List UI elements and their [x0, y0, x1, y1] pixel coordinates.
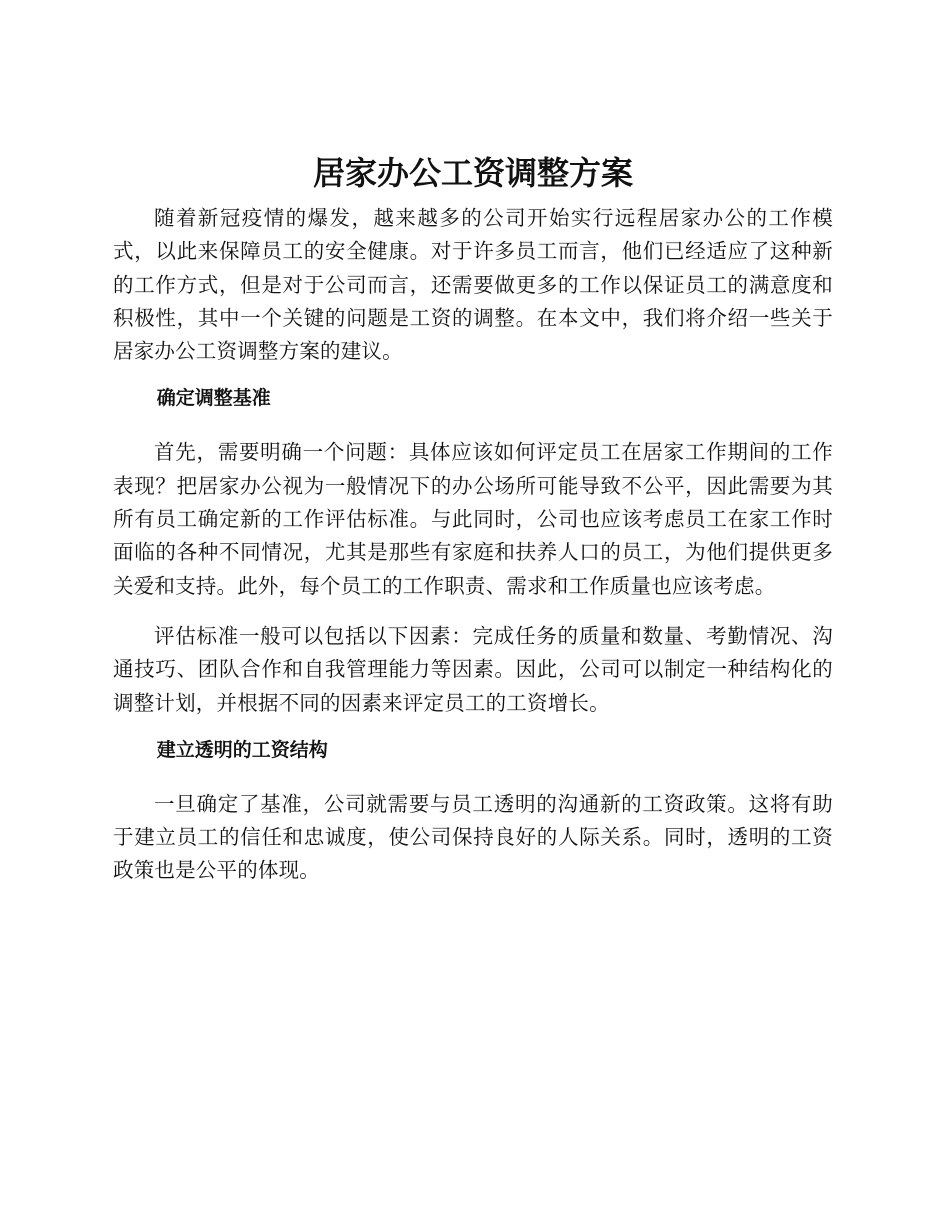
- criteria-paragraph: 评估标准一般可以包括以下因素：完成任务的质量和数量、考勤情况、沟通技巧、团队合作和自我管理能力等因素。因此，公司可以制定一种结构化的调整计划，并根据不同的因素来评定员工的工资增长。: [113, 623, 833, 715]
- document-title: 居家办公工资调整方案: [312, 154, 633, 192]
- transparency-paragraph: 一旦确定了基准，公司就需要与员工透明的沟通新的工资政策。这将有助于建立员工的信任和忠诚度，使公司保持良好的人际关系。同时，透明的工资政策也是公平的体现。: [113, 791, 833, 883]
- section-heading-adjustment-baseline: 确定调整基准: [156, 387, 271, 410]
- evaluation-paragraph: 首先，需要明确一个问题：具体应该如何评定员工在居家工作期间的工作表现？把居家办公视为一般情况下的办公场所可能导致不公平，因此需要为其所有员工确定新的工作评估标准。与此同时，公司也应该考虑员工在家工作时面临的各种不同情况，尤其是那些有家庭和扶养人口的员工，为他们提供更多关爱和支持。此外，每个员工的工作职责、需求和工作质量也应该考虑。: [113, 440, 833, 598]
- intro-paragraph: 随着新冠疫情的爆发，越来越多的公司开始实行远程居家办公的工作模式，以此来保障员工的安全健康。对于许多员工而言，他们已经适应了这种新的工作方式，但是对于公司而言，还需要做更多的工作以保证员工的满意度和积极性，其中一个关键的问题是工资的调整。在本文中，我们将介绍一些关于居家办公工资调整方案的建议。: [113, 206, 833, 364]
- section-heading-transparent-structure: 建立透明的工资结构: [156, 738, 328, 761]
- document-body: [113, 150, 833, 905]
